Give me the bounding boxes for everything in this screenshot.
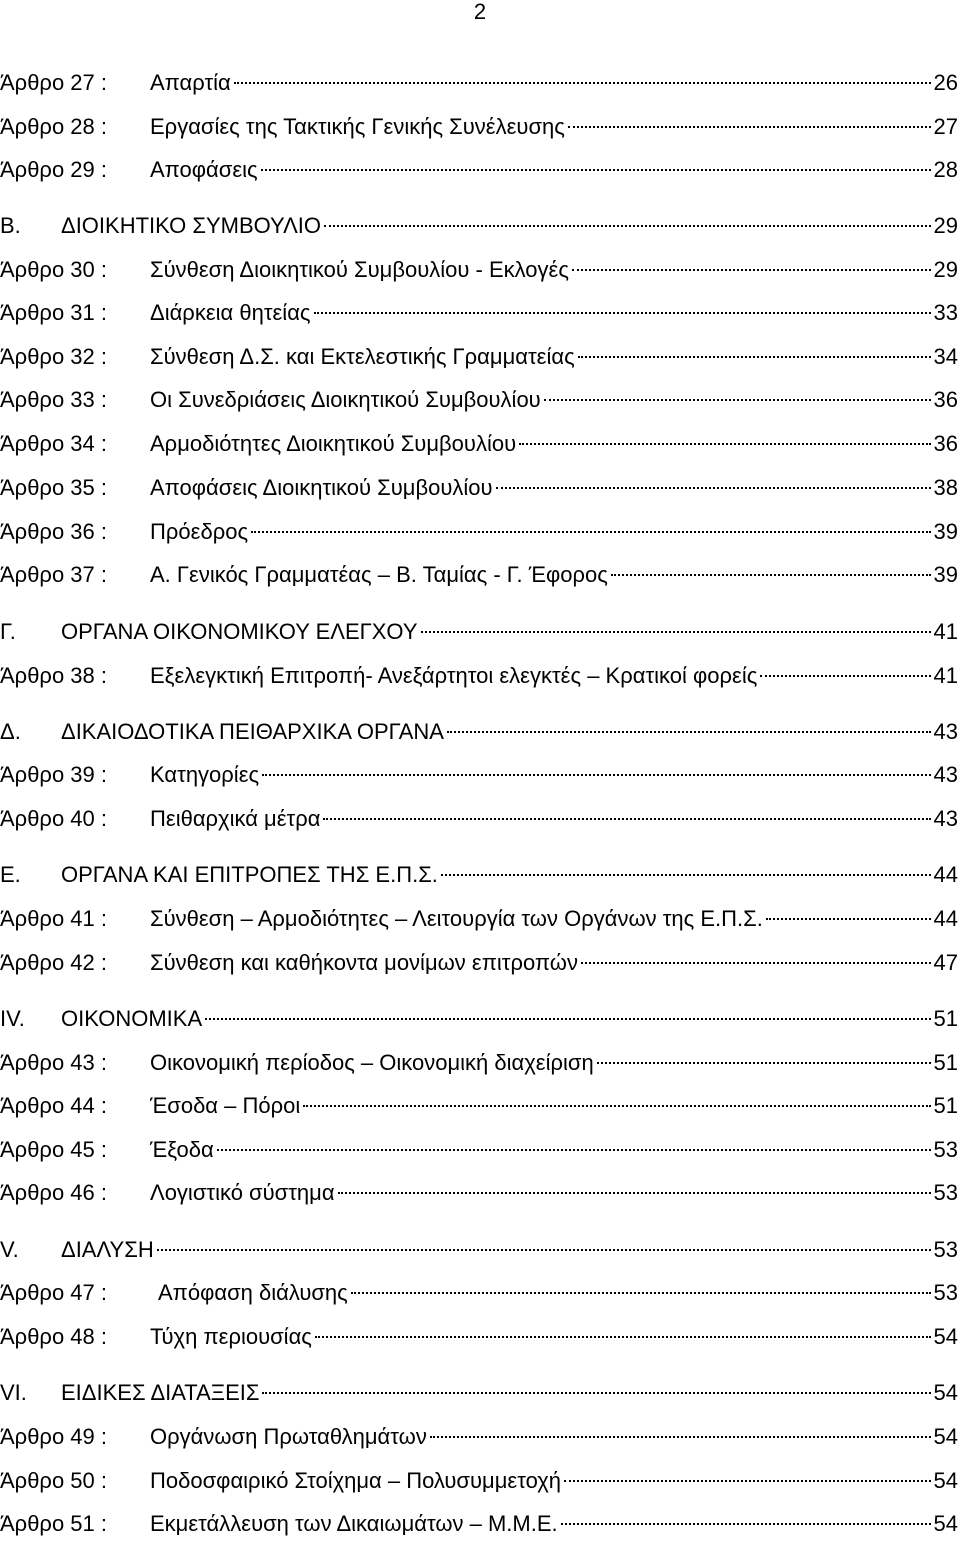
toc-section-title: ΕΙΔΙΚΕΣ ΔΙΑΤΑΞΕΙΣ [61, 1380, 260, 1405]
toc-entry-label: Άρθρο 34 : [0, 431, 107, 456]
toc-entry-label: Άρθρο 30 : [0, 257, 107, 282]
toc-entry-title: Εξελεγκτική Επιτροπή- Ανεξάρτητοι ελεγκτές ‒ Κρατικοί φορείς [150, 663, 758, 688]
toc-entry-page: 39 [933, 519, 958, 544]
toc-entry-page: 44 [933, 862, 958, 887]
toc-entry-label: Άρθρο 45 : [0, 1137, 107, 1162]
dot-leader [351, 1292, 931, 1294]
toc-section-title: ΟΙΚΟΝΟΜΙΚΑ [61, 1006, 203, 1031]
toc-entry-label: Άρθρο 28 : [0, 114, 107, 139]
toc-entry-label: Άρθρο 29 : [0, 157, 107, 182]
dot-leader [323, 818, 930, 820]
toc-entry-page: 43 [933, 806, 958, 831]
toc-entry-title: Πειθαρχικά μέτρα [150, 806, 321, 831]
toc-entry[interactable] [0, 1465, 958, 1497]
toc-entry[interactable] [0, 803, 958, 835]
dot-leader [760, 675, 930, 677]
toc-entry-title: Έξοδα [150, 1137, 214, 1162]
toc-entry-page: 53 [933, 1137, 958, 1162]
toc-entry-page: 41 [933, 619, 958, 644]
toc-entry-page: 54 [933, 1511, 958, 1536]
toc-entry-title: Εκμετάλλευση των Δικαιωμάτων ‒ Μ.Μ.Ε. [150, 1511, 558, 1536]
toc-entry[interactable] [0, 67, 958, 99]
toc-entry-page: 53 [933, 1280, 958, 1305]
dot-leader [572, 269, 931, 271]
toc-entry-title: Λογιστικό σύστημα [150, 1180, 335, 1205]
toc-section-title: ΔΙΚΑΙΟΔΟΤΙΚΑ ΠΕΙΘΑΡΧΙΚΑ ΟΡΓΑΝΑ [61, 719, 444, 744]
toc-entry-label: Άρθρο 31 : [0, 300, 107, 325]
toc-section-title: ΔΙΑΛΥΣΗ [61, 1237, 154, 1262]
toc-entry-page: 27 [933, 114, 958, 139]
toc-entry-page: 29 [933, 213, 958, 238]
dot-leader [766, 918, 931, 920]
toc-entry[interactable] [0, 384, 958, 416]
toc-entry-label: Άρθρο 48 : [0, 1324, 107, 1349]
toc-entry-title: Έσοδα ‒ Πόροι [150, 1093, 301, 1118]
toc-entry[interactable] [0, 1134, 958, 1166]
toc-entry[interactable] [0, 903, 958, 935]
toc-entry[interactable] [0, 1177, 958, 1209]
dot-leader [205, 1018, 930, 1020]
toc-section-heading[interactable] [0, 859, 958, 891]
toc-entry-title: Σύνθεση ‒ Αρμοδιότητες ‒ Λειτουργία των Οργάνων της Ε.Π.Σ. [150, 906, 763, 931]
toc-entry-page: 43 [933, 719, 958, 744]
toc-entry-label: Άρθρο 35 : [0, 475, 107, 500]
toc-entry-label: Άρθρο 27 : [0, 70, 107, 95]
toc-entry-label: Άρθρο 49 : [0, 1424, 107, 1449]
toc-entry[interactable] [0, 1277, 958, 1309]
dot-leader [338, 1192, 931, 1194]
toc-entry[interactable] [0, 1047, 958, 1079]
toc-entry-title: Εργασίες της Τακτικής Γενικής Συνέλευσης [150, 114, 565, 139]
dot-leader [544, 399, 931, 401]
toc-section-heading[interactable] [0, 716, 958, 748]
dot-leader [157, 1249, 931, 1251]
toc-section-heading[interactable] [0, 1377, 958, 1409]
dot-leader [597, 1062, 931, 1064]
toc-entry[interactable] [0, 341, 958, 373]
toc-entry-title: Κατηγορίες [150, 762, 260, 787]
toc-entry-label: Άρθρο 41 : [0, 906, 107, 931]
toc-entry-title: Α. Γενικός Γραμματέας ‒ Β. Ταμίας - Γ. Έφορος [150, 562, 608, 587]
toc-entry-label: Άρθρο 37 : [0, 562, 107, 587]
toc-entry-label: Άρθρο 36 : [0, 519, 107, 544]
toc-entry-page: 33 [933, 300, 958, 325]
toc-entry-page: 36 [933, 387, 958, 412]
dot-leader [611, 574, 931, 576]
toc-entry-page: 54 [933, 1424, 958, 1449]
toc-section-heading[interactable] [0, 210, 958, 242]
dot-leader [314, 312, 931, 314]
toc-entry-label: Άρθρο 51 : [0, 1511, 107, 1536]
toc-entry-page: 53 [933, 1237, 958, 1262]
toc-entry-title: Ποδοσφαιρικό Στοίχημα ‒ Πολυσυμμετοχή [150, 1468, 562, 1493]
toc-entry-title: Τύχη περιουσίας [150, 1324, 312, 1349]
toc-entry-label: Άρθρο 38 : [0, 663, 107, 688]
toc-section-title: ΟΡΓΑΝΑ ΚΑΙ ΕΠΙΤΡΟΠΕΣ ΤΗΣ Ε.Π.Σ. [61, 862, 438, 887]
toc-section-label: Β. [0, 213, 21, 238]
toc-entry-title: Πρόεδρος [150, 519, 249, 544]
dot-leader [217, 1149, 931, 1151]
toc-entry-page: 26 [933, 70, 958, 95]
toc-entry-page: 51 [933, 1050, 958, 1075]
dot-leader [447, 731, 931, 733]
toc-entry[interactable] [0, 1090, 958, 1122]
toc-entry-page: 36 [933, 431, 958, 456]
toc-section-label: Ε. [0, 862, 21, 887]
toc-entry[interactable] [0, 516, 958, 548]
toc-entry-label: Άρθρο 40 : [0, 806, 107, 831]
toc-entry-title: Σύνθεση Διοικητικού Συμβουλίου - Εκλογές [150, 257, 569, 282]
toc-entry[interactable] [0, 428, 958, 460]
toc-entry-title: Οικονομική περίοδος ‒ Οικονομική διαχείριση [150, 1050, 594, 1075]
dot-leader [315, 1336, 931, 1338]
dot-leader [324, 225, 931, 227]
toc-entry-label: Άρθρο 32 : [0, 344, 107, 369]
toc-section-label: VI. [0, 1380, 27, 1405]
toc-section-title: ΟΡΓΑΝΑ ΟΙΚΟΝΟΜΙΚΟΥ ΕΛΕΓΧΟΥ [61, 619, 418, 644]
toc-section-label: Γ. [0, 619, 16, 644]
toc-entry[interactable] [0, 759, 958, 791]
toc-entry-page: 39 [933, 562, 958, 587]
dot-leader [303, 1105, 930, 1107]
dot-leader [441, 874, 931, 876]
toc-entry-page: 29 [933, 257, 958, 282]
dot-leader [519, 443, 930, 445]
toc-entry-label: Άρθρο 50 : [0, 1468, 107, 1493]
toc-section-heading[interactable] [0, 1234, 958, 1266]
toc-entry-page: 44 [933, 906, 958, 931]
toc-entry-label: Άρθρο 39 : [0, 762, 107, 787]
toc-entry-title: Οι Συνεδριάσεις Διοικητικού Συμβουλίου [150, 387, 541, 412]
toc-entry[interactable] [0, 660, 958, 692]
page-number: 2 [473, 0, 487, 24]
toc-entry-label: Άρθρο 47 : [0, 1280, 107, 1305]
toc-entry[interactable] [0, 947, 958, 979]
toc-section-heading[interactable] [0, 1003, 958, 1035]
toc-entry-label: Άρθρο 33 : [0, 387, 107, 412]
dot-leader [564, 1480, 931, 1482]
toc-entry[interactable] [0, 254, 958, 286]
dot-leader [578, 356, 931, 358]
dot-leader [421, 631, 931, 633]
toc-entry-title: Αποφάσεις Διοικητικού Συμβουλίου [150, 475, 493, 500]
toc-entry[interactable] [0, 1321, 958, 1353]
dot-leader [496, 487, 931, 489]
toc-entry-page: 51 [933, 1006, 958, 1031]
toc-entry-label: Άρθρο 42 : [0, 950, 107, 975]
toc-entry-title: Απαρτία [150, 70, 231, 95]
toc-entry[interactable] [0, 154, 958, 186]
toc-section-label: V. [0, 1237, 19, 1262]
toc-entry-page: 53 [933, 1180, 958, 1205]
toc-entry[interactable] [0, 1421, 958, 1453]
dot-leader [261, 169, 931, 171]
toc-entry-page: 54 [933, 1324, 958, 1349]
toc-entry-page: 41 [933, 663, 958, 688]
toc-entry-title: Απόφαση διάλυσης [158, 1280, 348, 1305]
dot-leader [430, 1436, 931, 1438]
toc-entry-title: Διάρκεια θητείας [150, 300, 311, 325]
toc-entry-label: Άρθρο 46 : [0, 1180, 107, 1205]
toc-section-label: Δ. [0, 719, 21, 744]
dot-leader [251, 531, 930, 533]
toc-entry-page: 34 [933, 344, 958, 369]
toc-entry-page: 43 [933, 762, 958, 787]
toc-entry[interactable] [0, 111, 958, 143]
toc-entry-label: Άρθρο 43 : [0, 1050, 107, 1075]
dot-leader [561, 1523, 931, 1525]
toc-entry-title: Σύνθεση και καθήκοντα μονίμων επιτροπών [150, 950, 578, 975]
toc-section-heading[interactable] [0, 616, 958, 648]
toc-section-title: ΔΙΟΙΚΗΤΙΚΟ ΣΥΜΒΟΥΛΙΟ [61, 213, 322, 238]
toc-entry-title: Σύνθεση Δ.Σ. και Εκτελεστικής Γραμματείας [150, 344, 575, 369]
toc-entry-page: 38 [933, 475, 958, 500]
toc-entry-page: 54 [933, 1380, 958, 1405]
toc-entry-page: 54 [933, 1468, 958, 1493]
toc-entry[interactable] [0, 559, 958, 591]
toc-entry-title: Αποφάσεις [150, 157, 258, 182]
dot-leader [568, 126, 931, 128]
toc-section-label: IV. [0, 1006, 25, 1031]
toc-entry-page: 47 [933, 950, 958, 975]
toc-entry-page: 51 [933, 1093, 958, 1118]
dot-leader [262, 774, 930, 776]
toc-entry-title: Αρμοδιότητες Διοικητικού Συμβουλίου [150, 431, 517, 456]
toc-entry[interactable] [0, 297, 958, 329]
dot-leader [262, 1392, 930, 1394]
dot-leader [581, 962, 931, 964]
toc-entry-title: Οργάνωση Πρωταθλημάτων [150, 1424, 427, 1449]
dot-leader [234, 82, 931, 84]
toc-entry-label: Άρθρο 44 : [0, 1093, 107, 1118]
toc-entry[interactable] [0, 1508, 958, 1540]
toc-entry-page: 28 [933, 157, 958, 182]
toc-entry[interactable] [0, 472, 958, 504]
